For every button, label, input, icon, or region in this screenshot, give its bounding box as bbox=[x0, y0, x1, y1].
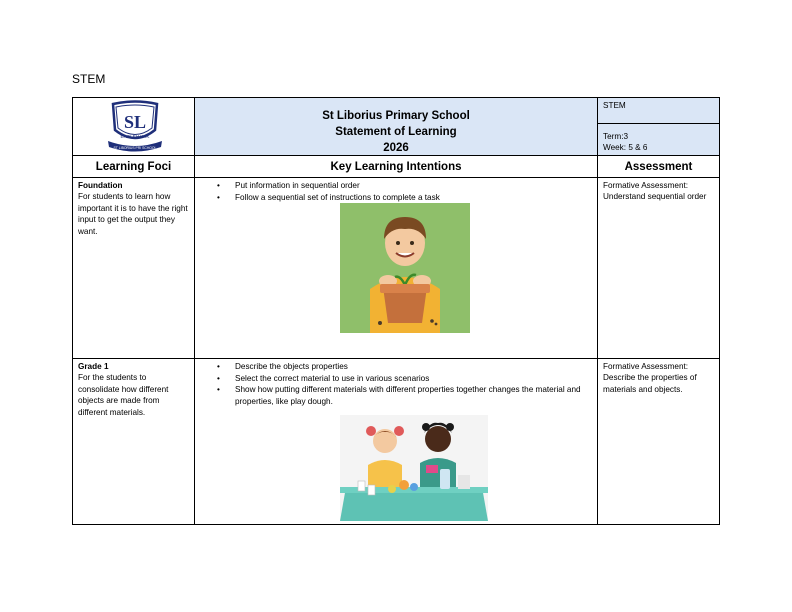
foundation-foci-cell bbox=[72, 177, 195, 359]
logo-cell bbox=[72, 97, 195, 156]
grade1-foci-cell bbox=[72, 358, 195, 525]
grade1-assessment-type: Formative Assessment: bbox=[603, 362, 689, 371]
grade-title-grade1: Grade 1 bbox=[78, 362, 109, 371]
logo-initials: SL bbox=[123, 112, 147, 132]
column-header-assessment: Assessment bbox=[597, 155, 720, 178]
logo-motto: EAGLEHAWK bbox=[120, 134, 150, 139]
statement-of-learning-table bbox=[72, 97, 720, 525]
list-item: • Select the correct material to use in various scenarios bbox=[235, 373, 593, 385]
foundation-intentions-cell bbox=[194, 177, 598, 359]
foundation-assessment-detail: Understand sequential order bbox=[603, 192, 707, 202]
list-item: • Put information in sequential order bbox=[235, 180, 597, 192]
foundation-assessment-type: Formative Assessment: bbox=[603, 181, 689, 190]
grade1-intentions-list bbox=[195, 361, 593, 407]
document-title: Statement of Learning bbox=[335, 126, 457, 138]
boy-planting-seed-illustration bbox=[340, 203, 470, 333]
subject-label: STEM bbox=[603, 101, 626, 110]
subject-cell bbox=[597, 97, 720, 124]
grade1-assessment-cell bbox=[597, 358, 720, 525]
document-year: 2026 bbox=[383, 142, 409, 154]
page-label: STEM bbox=[72, 72, 106, 86]
term-label: Term:3 bbox=[603, 132, 629, 141]
school-name: St Liborius Primary School bbox=[322, 110, 470, 122]
grade1-focus-text: For the students to consolidate how different objects are made from different materials. bbox=[78, 373, 169, 417]
grade1-intentions-cell bbox=[194, 358, 598, 525]
column-header-key-learning-intentions: Key Learning Intentions bbox=[194, 155, 598, 178]
list-item: • Follow a sequential set of instructions to complete a task bbox=[235, 192, 597, 204]
grade-title-foundation: Foundation bbox=[78, 181, 123, 190]
term-week-cell bbox=[597, 123, 720, 156]
logo-banner: ST LIBORIUS PRI SCHOOL bbox=[113, 146, 157, 150]
school-logo bbox=[105, 100, 165, 154]
foundation-intentions-list bbox=[195, 180, 597, 203]
grade1-assessment-detail: Describe the properties of materials and objects. bbox=[603, 373, 697, 394]
children-mixing-materials-illustration bbox=[340, 415, 488, 521]
foundation-assessment-cell bbox=[597, 177, 720, 359]
week-label: Week: 5 & 6 bbox=[603, 143, 648, 153]
school-title-cell bbox=[194, 97, 598, 156]
list-item: • Show how putting different materials with different properties together changes the material and properties, like play dough. bbox=[235, 384, 593, 407]
column-header-learning-foci: Learning Foci bbox=[72, 155, 195, 178]
foundation-focus-text: For students to learn how important it is to have the right input to get the output they want. bbox=[78, 192, 188, 236]
list-item: • Describe the objects properties bbox=[235, 361, 593, 373]
